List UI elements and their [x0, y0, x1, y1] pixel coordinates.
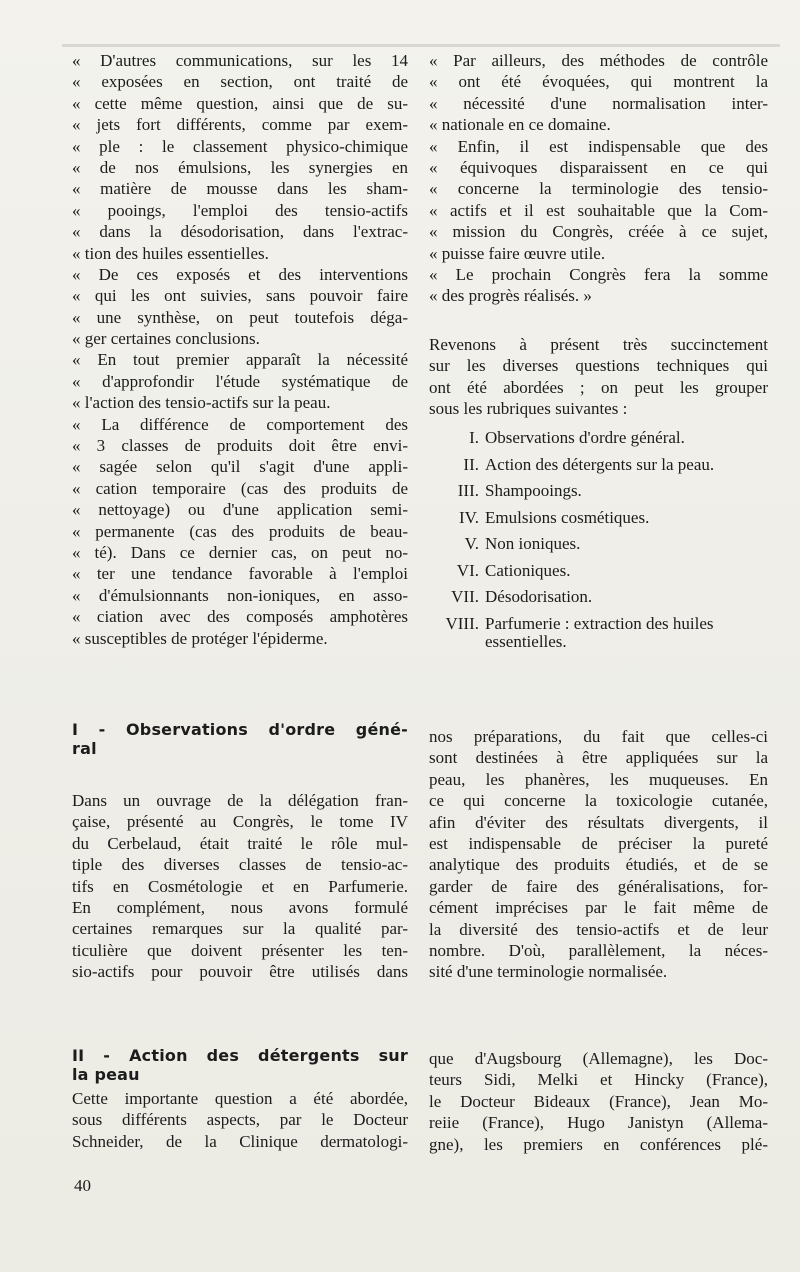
text-line: teurs Sidi, Melki et Hincky (France), — [429, 1070, 768, 1090]
text-line: Dans un ouvrage de la délégation fran- — [72, 791, 408, 810]
text-line: Revenons à présent très succinctement — [429, 335, 768, 354]
text-line: Cette importante question a été abordée, — [72, 1089, 408, 1108]
rubric-item — [429, 478, 768, 505]
text-line: sous différents aspects, par le Docteur — [72, 1110, 408, 1130]
text-line: afin d'éviter des résultats divergents, il — [429, 812, 768, 832]
text-line: « 3 classes de produits doit être envi- — [72, 436, 408, 456]
text-line: ont été abordées ; on peut les grouper — [429, 377, 768, 397]
text-line: certaines remarques sur la qualité par- — [72, 919, 408, 939]
text-line: sous les rubriques suivantes : — [429, 399, 628, 419]
text-line: sur les diverses questions techniques qui — [429, 356, 768, 376]
text-line: tiple des diverses classes de tensio-ac- — [72, 855, 408, 875]
text-line: « l'action des tensio-actifs sur la peau. — [72, 393, 331, 413]
text-line: sio-actifs pour pouvoir être utilisés dans — [72, 962, 408, 982]
rubric-text: Shampooings. — [485, 481, 582, 500]
text-line: « d'approfondir l'étude systématique de — [72, 371, 408, 391]
text-line: « d'émulsionnants non-ioniques, en asso- — [72, 585, 408, 605]
text-line: « de nos émulsions, les synergies en — [72, 157, 408, 177]
rubric-number: VIII. — [445, 613, 479, 633]
page-number: 40 — [74, 1176, 91, 1195]
text-line: garder de faire des généralisations, for- — [429, 876, 768, 896]
text-line: « De ces exposés et des interventions — [72, 264, 408, 284]
text-line: En complément, nous avons formulé — [72, 897, 408, 917]
rubric-number: VI. — [456, 560, 479, 580]
text-line: « nettoyage) ou d'une application semi- — [72, 500, 408, 520]
text-line: « sagée selon qu'il s'agit d'une appli- — [72, 457, 408, 477]
rubric-item — [429, 452, 768, 479]
text-line: nos préparations, du fait que celles-ci — [429, 727, 768, 746]
text-line: « cation temporaire (cas des produits de — [72, 478, 408, 498]
section-2-heading-line: II - Action des détergents sur — [72, 1046, 408, 1065]
section-2-continuation — [429, 1048, 768, 1155]
text-line: « En tout premier apparaît la nécessité — [72, 350, 408, 370]
continuation-paragraph — [429, 726, 768, 983]
text-line: sité d'une terminologie normalisée. — [429, 962, 668, 982]
section-1-body — [72, 790, 408, 983]
text-line: « ont été évoquées, qui montrent la — [429, 72, 768, 92]
section-2-body — [72, 1088, 408, 1152]
rubric-text: Désodorisation. — [485, 587, 593, 606]
text-line: « nécessité d'une normalisation inter- — [429, 93, 768, 113]
text-line: « La différence de comportement des — [72, 414, 408, 434]
text-line: « ciation avec des composés amphotères — [72, 607, 408, 627]
rubric-text: Cationiques. — [485, 560, 571, 580]
rubric-text: Action des détergents sur la peau. — [485, 454, 715, 474]
left-quote-block — [72, 50, 408, 649]
text-line: « puisse faire œuvre utile. — [429, 243, 606, 263]
text-line: la diversité des tensio-actifs et de leur — [429, 919, 768, 939]
text-line: « Enfin, il est indispensable que des — [429, 136, 768, 156]
text-line: ce qui concerne la toxicologie cutanée, — [429, 791, 768, 811]
rubric-item — [429, 505, 768, 532]
text-line: « susceptibles de protéger l'épiderme. — [72, 628, 328, 648]
rubric-number: I. — [469, 428, 479, 447]
text-line: « exposées en section, ont traité de — [72, 72, 408, 92]
text-line: « mission du Congrès, créée à ce sujet, — [429, 222, 768, 242]
rubric-item — [429, 611, 768, 653]
text-line: çaise, présenté au Congrès, le tome IV — [72, 812, 408, 832]
text-line: du Cerbelaud, était traité le rôle mul- — [72, 833, 408, 853]
rubric-text: Parfumerie : extraction des huiles — [485, 613, 714, 633]
text-line: « équivoques disparaissent en ce qui — [429, 157, 768, 177]
rubric-list — [429, 425, 768, 652]
text-line: nombre. D'où, parallèlement, la néces- — [429, 940, 768, 960]
rubric-text: Non ioniques. — [485, 534, 581, 553]
text-line: « cette même question, ainsi que de su- — [72, 93, 408, 113]
text-line: reiie (France), Hugo Janistyn (Allema- — [429, 1113, 768, 1133]
text-line: « pooings, l'emploi des tensio-actifs — [72, 200, 408, 220]
top-rule — [62, 44, 780, 47]
rubric-text-continued: essentielles. — [485, 632, 567, 651]
rubric-text: Emulsions cosmétiques. — [485, 507, 650, 527]
text-line: peau, les phanères, les muqueuses. En — [429, 769, 768, 789]
text-line: analytique des produits étudiés, et de se — [429, 855, 768, 875]
text-line: sont destinées à être appliquées sur la — [429, 748, 768, 768]
text-line: « matière de mousse dans les sham- — [72, 179, 408, 199]
right-quote-block — [429, 50, 768, 307]
text-line: « D'autres communications, sur les 14 — [72, 51, 408, 70]
rubric-item — [429, 425, 768, 452]
rubric-item — [429, 531, 768, 558]
text-line: « qui les ont suivies, sans pouvoir faire — [72, 286, 408, 306]
text-line: « ple : le classement physico-chimique — [72, 136, 408, 156]
text-line: cément imprécises par le fait même de — [429, 898, 768, 918]
rubric-item — [429, 558, 768, 585]
text-line: « une synthèse, on peut toutefois déga- — [72, 307, 408, 327]
text-line: que d'Augsbourg (Allemagne), les Doc- — [429, 1049, 768, 1068]
text-line: « des progrès réalisés. » — [429, 286, 592, 306]
text-line: « jets fort différents, comme par exem- — [72, 115, 408, 135]
text-line: « permanente (cas des produits de beau- — [72, 521, 408, 541]
section-1-heading-line: ral — [72, 739, 97, 758]
intro-paragraph — [429, 334, 768, 420]
section-1-heading-line: I - Observations d'ordre géné- — [72, 720, 408, 739]
text-line: « Le prochain Congrès fera la somme — [429, 264, 768, 284]
text-line: « Par ailleurs, des méthodes de contrôle — [429, 51, 768, 70]
rubric-number: V. — [464, 534, 479, 553]
text-line: est indispensable de préciser la pureté — [429, 833, 768, 853]
section-2-heading — [72, 1046, 408, 1084]
text-line: ticulière que doivent présenter les ten- — [72, 940, 408, 960]
text-line: « dans la désodorisation, dans l'extrac- — [72, 222, 408, 242]
rubric-number: II. — [463, 454, 479, 474]
rubric-number: VII. — [451, 587, 479, 606]
rubric-item — [429, 584, 768, 611]
rubric-number: IV. — [459, 507, 479, 527]
text-line: « nationale en ce domaine. — [429, 115, 611, 135]
section-1-heading — [72, 720, 408, 758]
text-line: « ger certaines conclusions. — [72, 329, 260, 349]
text-line: « actifs et il est souhaitable que la Com- — [429, 200, 768, 220]
text-line: gne), les premiers en conférences plé- — [429, 1134, 768, 1154]
rubric-text: Observations d'ordre général. — [485, 428, 685, 447]
text-line: le Docteur Bideaux (France), Jean Mo- — [429, 1091, 768, 1111]
text-line: « ter une tendance favorable à l'emploi — [72, 564, 408, 584]
text-line: « tion des huiles essentielles. — [72, 243, 269, 263]
rubric-number: III. — [457, 481, 479, 500]
text-line: « concerne la terminologie des tensio- — [429, 179, 768, 199]
text-line: « té). Dans ce dernier cas, on peut no- — [72, 542, 408, 562]
section-2-heading-line: la peau — [72, 1065, 140, 1084]
text-line: tifs en Cosmétologie et en Parfumerie. — [72, 876, 408, 896]
text-line: Schneider, de la Clinique dermatologi- — [72, 1131, 408, 1151]
